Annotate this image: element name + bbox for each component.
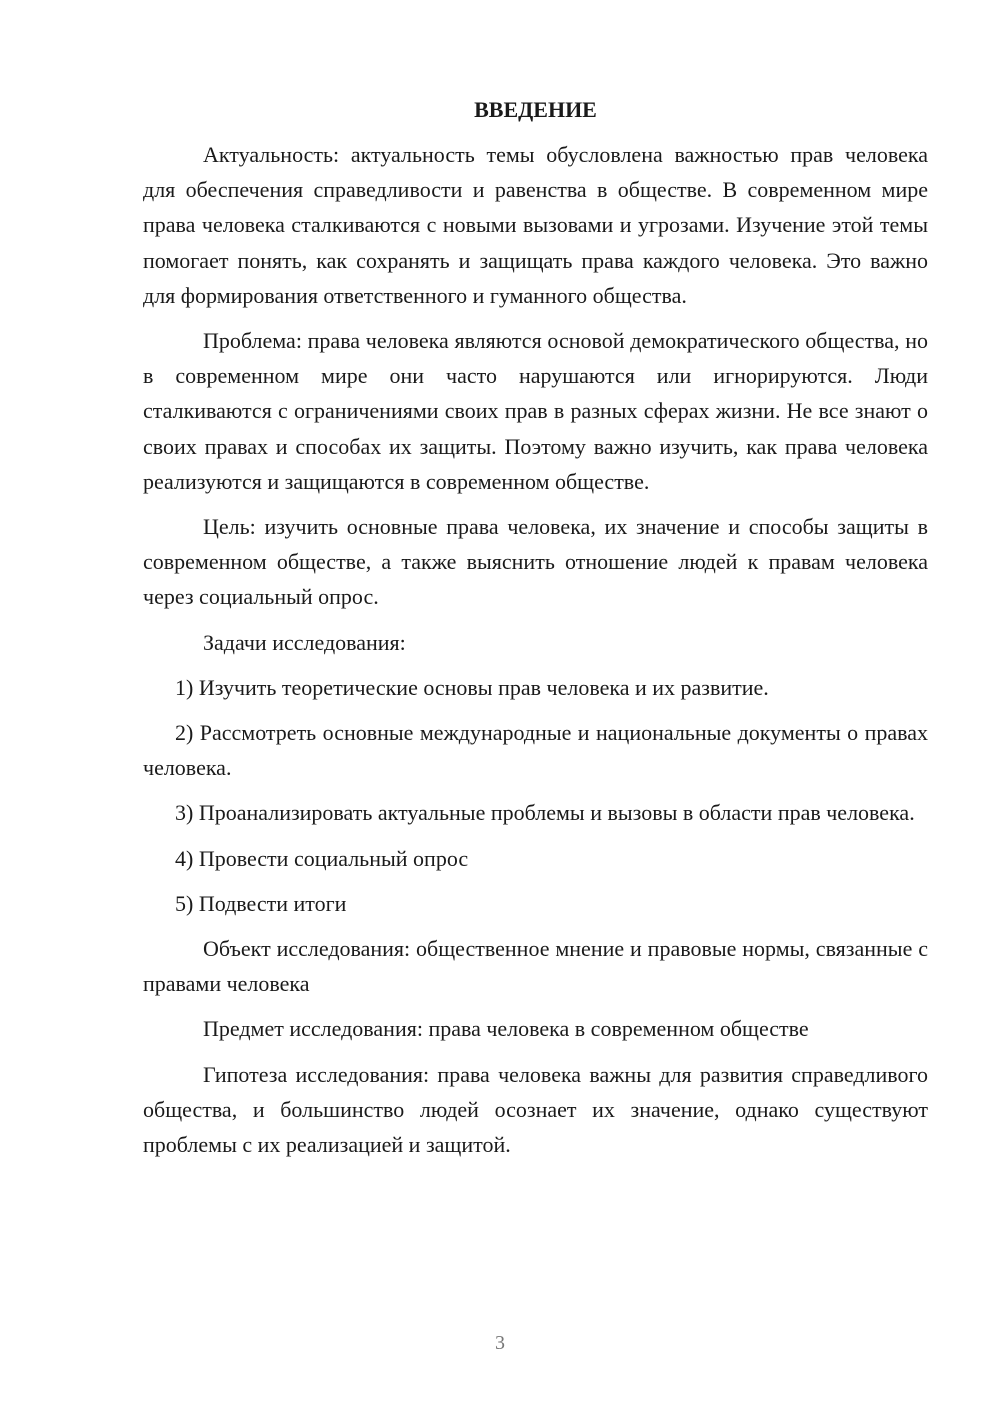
- paragraph-object: Объект исследования: общественное мнение и правовые нормы, связанные с правами человека: [143, 936, 928, 997]
- paragraph-hypothesis: Гипотеза исследования: права человека важны для развития справедливого общества, и большинство людей осознает их значение, однако существуют проблемы с их реализацией и защитой.: [143, 1061, 928, 1158]
- page-title: ВВЕДЕНИЕ: [474, 97, 597, 122]
- paragraph-relevance: Актуальность: актуальность темы обусловлена важностью прав человека для обеспечения справедливости и равенства в обществе. В современном мире права человека сталкиваются с новыми вызовами и угрозами. Изучение этой темы помогает понять, как сохранять и защищать права каждого человека. Это важно для формирования ответственного и гуманного общества.: [143, 142, 928, 308]
- page-number: 3: [495, 1332, 505, 1354]
- task-item-2: 2) Рассмотреть основные международные и национальные документы о правах человека.: [143, 720, 928, 781]
- task-item-3: 3) Проанализировать актуальные проблемы и вызовы в области прав человека.: [175, 800, 915, 826]
- document-body: [143, 92, 928, 1172]
- paragraph-goal: Цель: изучить основные права человека, их значение и способы защиты в современном обществе, а также выяснить отношение людей к правам человека через социальный опрос.: [143, 514, 928, 610]
- paragraph-problem: Проблема: права человека являются основой демократического общества, но в современном мире они часто нарушаются или игнорируются. Люди сталкиваются с ограничениями своих прав в разных сферах жизни. Не все знают о своих правах и способах их защиты. Поэтому важно изучить, как права человека реализуются и защищаются в современном обществе.: [143, 328, 928, 494]
- tasks-heading: Задачи исследования:: [203, 629, 406, 655]
- paragraph-subject: Предмет исследования: права человека в современном обществе: [203, 1016, 809, 1042]
- task-item-1: 1) Изучить теоретические основы прав человека и их развитие.: [175, 674, 769, 700]
- task-item-4: 4) Провести социальный опрос: [175, 845, 469, 871]
- task-item-5: 5) Подвести итоги: [175, 890, 347, 916]
